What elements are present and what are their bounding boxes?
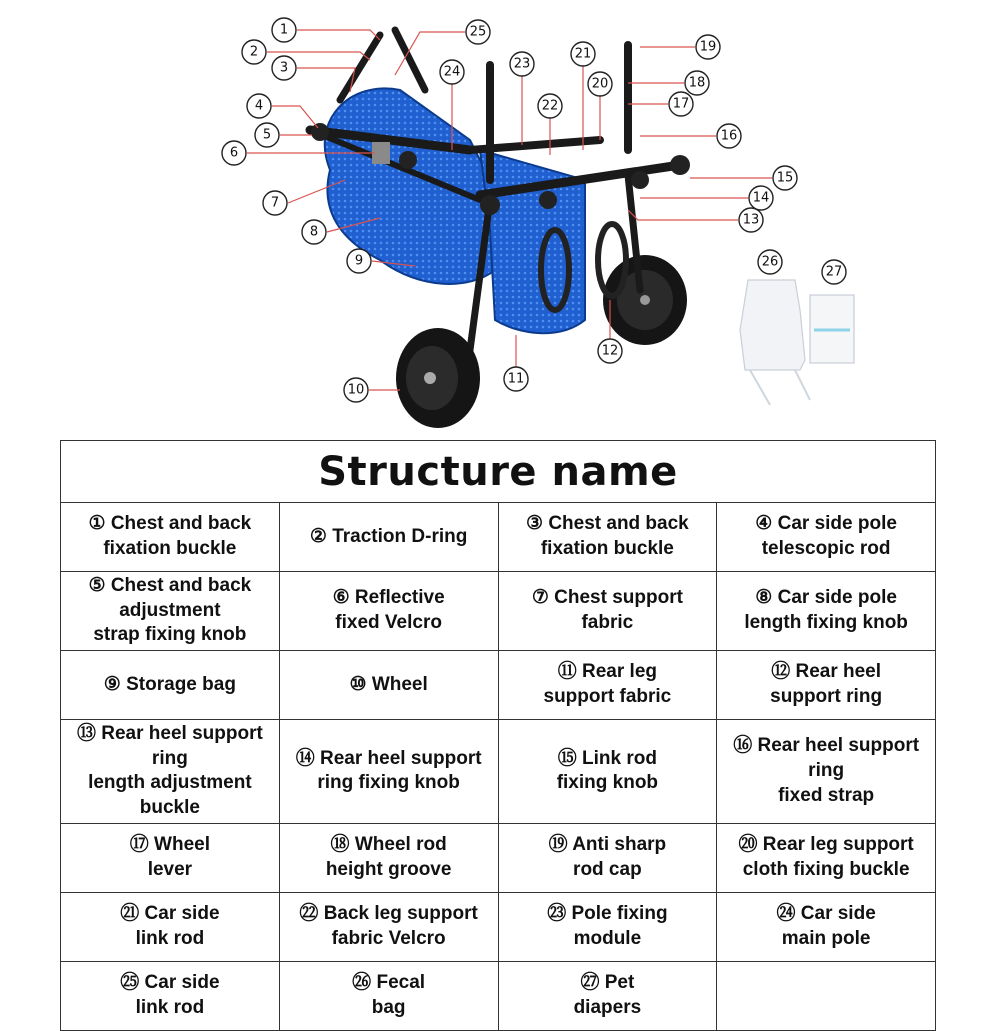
callout-26 (758, 250, 782, 274)
table-row (61, 961, 936, 1030)
part-cell (61, 651, 280, 720)
svg-text:6: 6 (229, 145, 239, 161)
part-label-26: ㉖ Fecal bag (352, 972, 426, 1018)
structure-name-table (60, 440, 936, 1031)
part-label-12: ⑫ Rear heel support ring (770, 661, 883, 708)
part-cell (498, 720, 717, 824)
part-cell (61, 823, 280, 892)
wheelchair-illustration (310, 30, 854, 428)
callout-27 (822, 260, 846, 284)
part-cell (717, 720, 936, 824)
part-cell (717, 572, 936, 651)
callout-22 (538, 94, 562, 118)
svg-text:18: 18 (688, 75, 706, 91)
callout-15 (773, 166, 797, 190)
svg-text:13: 13 (742, 212, 760, 228)
part-label-10: ⑩ Wheel (349, 673, 428, 695)
callout-2 (242, 40, 266, 64)
callout-1 (272, 18, 296, 42)
svg-text:19: 19 (699, 39, 717, 55)
part-cell (717, 823, 936, 892)
table-row (61, 572, 936, 651)
part-label-1: ① Chest and back fixation buckle (88, 513, 252, 559)
part-label-18: ⑱ Wheel rod height groove (325, 834, 452, 880)
part-cell (61, 892, 280, 961)
table-header-row (61, 441, 936, 503)
callout-7 (263, 191, 287, 215)
part-label-19: ⑲ Anti sharp rod cap (548, 834, 667, 880)
part-label-16: ⑯ Rear heel support ring fixed strap (733, 735, 920, 806)
part-label-25: ㉕ Car side link rod (120, 972, 220, 1018)
part-cell (279, 823, 498, 892)
part-cell (498, 651, 717, 720)
part-label-13: ⑬ Rear heel support ring length adjustment buckle (76, 723, 263, 819)
part-label-7: ⑦ Chest support fabric (531, 587, 683, 634)
svg-text:23: 23 (513, 56, 531, 72)
table-row (61, 720, 936, 824)
svg-text:8: 8 (309, 224, 319, 240)
part-cell (279, 961, 498, 1030)
part-label-27: ㉗ Pet diapers (573, 972, 642, 1018)
callout-10 (344, 378, 368, 402)
svg-text:2: 2 (249, 44, 259, 60)
callout-4 (247, 94, 271, 118)
callout-5 (255, 123, 279, 147)
part-cell (61, 503, 280, 572)
svg-text:15: 15 (776, 170, 794, 186)
part-label-15: ⑮ Link rod fixing knob (556, 747, 659, 794)
part-label-8: ⑧ Car side pole length fixing knob (744, 587, 908, 634)
callout-21 (571, 42, 595, 66)
part-cell (498, 892, 717, 961)
part-label-11: ⑪ Rear leg support fabric (543, 661, 672, 708)
table-row (61, 892, 936, 961)
part-cell (717, 651, 936, 720)
part-cell (279, 503, 498, 572)
svg-text:27: 27 (825, 264, 843, 280)
callout-18 (685, 71, 709, 95)
part-cell (61, 720, 280, 824)
part-cell (61, 572, 280, 651)
svg-text:14: 14 (752, 190, 770, 206)
callout-25 (466, 20, 490, 44)
part-cell (498, 961, 717, 1030)
callout-14 (749, 186, 773, 210)
callout-20 (588, 72, 612, 96)
table-row (61, 823, 936, 892)
svg-text:21: 21 (574, 46, 592, 62)
part-label-3: ③ Chest and back fixation buckle (525, 513, 689, 559)
part-label-6: ⑥ Reflective fixed Velcro (332, 587, 445, 634)
svg-text:9: 9 (354, 253, 364, 269)
part-cell (498, 572, 717, 651)
pet-diapers-image (810, 295, 854, 363)
svg-text:7: 7 (270, 195, 280, 211)
part-label-9: ⑨ Storage bag (103, 673, 236, 695)
part-cell (279, 572, 498, 651)
svg-text:16: 16 (720, 128, 738, 144)
front-wheel (396, 328, 480, 428)
svg-text:1: 1 (279, 22, 289, 38)
callout-23 (510, 52, 534, 76)
part-label-17: ⑰ Wheel lever (129, 834, 210, 880)
svg-text:4: 4 (254, 98, 264, 114)
callout-17 (669, 92, 693, 116)
svg-text:17: 17 (672, 96, 690, 112)
svg-text:12: 12 (601, 343, 619, 359)
empty-cell (717, 961, 936, 1030)
callout-3 (272, 56, 296, 80)
part-label-21: ㉑ Car side link rod (120, 903, 220, 949)
part-label-4: ④ Car side pole telescopic rod (755, 513, 897, 559)
part-cell (498, 823, 717, 892)
svg-text:25: 25 (469, 24, 487, 40)
callout-6 (222, 141, 246, 165)
svg-text:3: 3 (279, 60, 289, 76)
rear-wheel (603, 255, 687, 345)
fecal-bag-image (740, 280, 810, 405)
table-title: Structure name (61, 441, 936, 503)
callout-8 (302, 220, 326, 244)
part-cell (498, 503, 717, 572)
part-label-22: ㉒ Back leg support fabric Velcro (299, 903, 478, 949)
svg-text:24: 24 (443, 64, 461, 80)
part-label-14: ⑭ Rear heel support ring fixing knob (295, 747, 482, 794)
callout-19 (696, 35, 720, 59)
part-label-24: ㉔ Car side main pole (776, 903, 876, 949)
part-cell (717, 892, 936, 961)
part-cell (279, 651, 498, 720)
svg-text:26: 26 (761, 254, 779, 270)
wheelchair-diagram (0, 0, 1000, 440)
callout-12 (598, 339, 622, 363)
svg-text:22: 22 (541, 98, 559, 114)
part-label-23: ㉓ Pole fixing module (547, 903, 668, 949)
callout-13 (739, 208, 763, 232)
callout-11 (504, 367, 528, 391)
part-label-5: ⑤ Chest and back adjustment strap fixing knob (88, 575, 252, 646)
table-row (61, 503, 936, 572)
svg-text:5: 5 (262, 127, 272, 143)
part-cell (279, 720, 498, 824)
callout-24 (440, 60, 464, 84)
table-row (61, 651, 936, 720)
part-cell (61, 961, 280, 1030)
svg-text:10: 10 (347, 382, 365, 398)
part-label-2: ② Traction D-ring (309, 525, 468, 547)
callout-16 (717, 124, 741, 148)
part-label-20: ⑳ Rear leg support cloth fixing buckle (738, 834, 914, 880)
svg-text:11: 11 (507, 371, 525, 387)
part-cell (279, 892, 498, 961)
callout-9 (347, 249, 371, 273)
svg-text:20: 20 (591, 76, 609, 92)
part-cell (717, 503, 936, 572)
